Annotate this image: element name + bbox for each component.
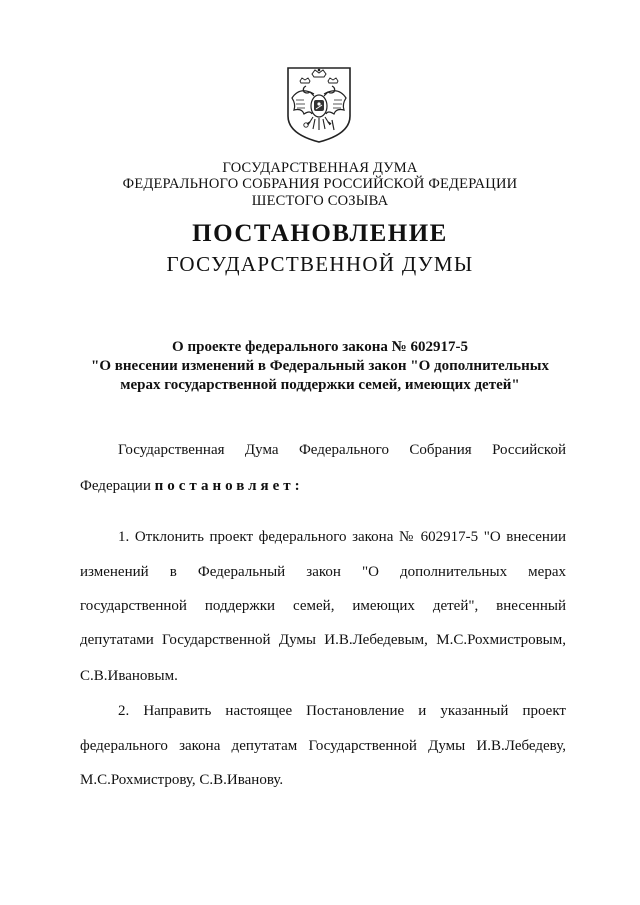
para1-line-2: изменений в Федеральный закон "О дополнительных мерах xyxy=(80,564,566,580)
preamble-line-2 xyxy=(80,478,566,495)
para1-line-5: С.В.Ивановым. xyxy=(80,668,178,684)
header-line-2: ФЕДЕРАЛЬНОГО СОБРАНИЯ РОССИЙСКОЙ ФЕДЕРАЦИИ xyxy=(122,176,518,192)
document-subtitle: ГОСУДАРСТВЕННОЙ ДУМЫ xyxy=(166,252,474,276)
para1-line-4: депутатами Государственной Думы И.В.Лебедевым, М.С.Рохмистровым, xyxy=(80,632,566,648)
subject-line-1: О проекте федерального закона № 602917-5 xyxy=(172,339,468,355)
document-title: ПОСТАНОВЛЕНИЕ xyxy=(192,220,448,247)
preamble-resolves: постановляет: xyxy=(154,478,304,494)
para1-line-3: государственной поддержки семей, имеющих детей", внесенный xyxy=(80,598,566,614)
para2-line-2: федерального закона депутатам Государственной Думы И.В.Лебедеву, xyxy=(80,738,566,754)
subject-line-2: "О внесении изменений в Федеральный закон "О дополнительных xyxy=(91,358,549,374)
para2-line-3: М.С.Рохмистрову, С.В.Иванову. xyxy=(80,772,284,788)
header-line-3: ШЕСТОГО СОЗЫВА xyxy=(251,193,389,209)
header-line-1: ГОСУДАРСТВЕННАЯ ДУМА xyxy=(222,160,418,176)
para1-line-1: 1. Отклонить проект федерального закона № 602917-5 "О внесении xyxy=(118,529,566,545)
para2-line-1: 2. Направить настоящее Постановление и указанный проект xyxy=(118,703,566,719)
coat-of-arms-icon xyxy=(284,64,354,144)
subject-line-3: мерах государственной поддержки семей, имеющих детей" xyxy=(120,377,520,393)
preamble-line-1: Государственная Дума Федерального Собрания Российской xyxy=(118,442,566,458)
preamble-federation: Федерации xyxy=(80,478,155,494)
